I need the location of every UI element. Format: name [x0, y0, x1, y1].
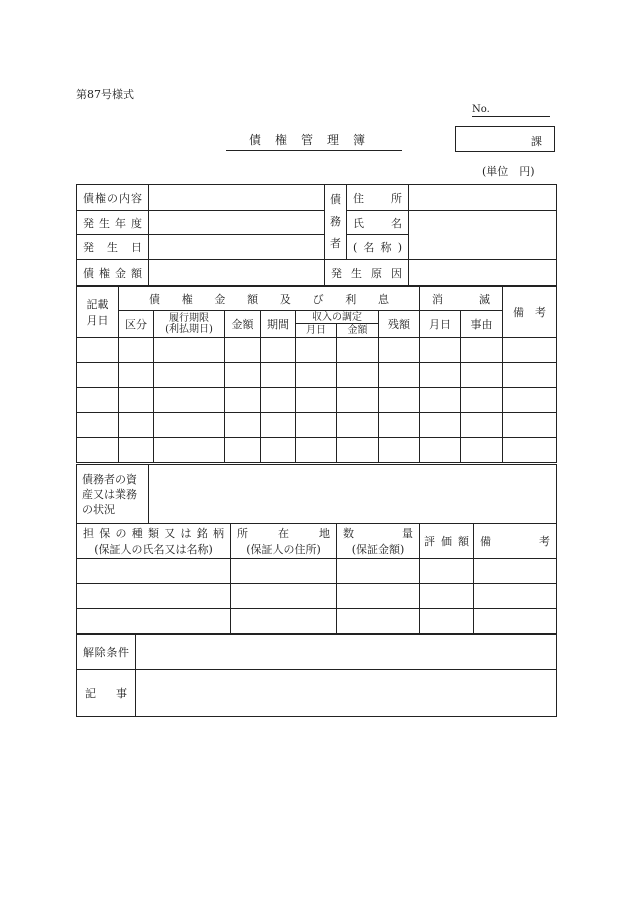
collateral-cell[interactable] — [231, 584, 337, 609]
collateral-cell[interactable] — [420, 609, 474, 634]
ledger-cell[interactable] — [154, 338, 225, 363]
unit-label: (単位 円) — [482, 165, 535, 178]
address-field[interactable] — [409, 185, 557, 211]
ledger-cell[interactable] — [379, 363, 420, 388]
ledger-cell[interactable] — [119, 388, 154, 413]
record-label: 記事 — [85, 687, 127, 700]
collateral-cell[interactable] — [420, 584, 474, 609]
ledger-cell[interactable] — [296, 388, 337, 413]
assets-field[interactable] — [149, 465, 557, 524]
collateral-remarks-header: 備考 — [480, 535, 550, 548]
ledger-row — [77, 388, 557, 413]
cause-field[interactable] — [409, 260, 557, 286]
content-label: 債権の内容 — [83, 191, 142, 205]
ledger-cell[interactable] — [77, 388, 119, 413]
ledger-cell[interactable] — [503, 338, 557, 363]
collateral-cell[interactable] — [77, 609, 231, 634]
collateral-cell[interactable] — [337, 584, 420, 609]
ledger-cell[interactable] — [337, 338, 379, 363]
amount-header: 金額 — [225, 311, 261, 338]
footer-table — [76, 634, 557, 717]
ledger-cell[interactable] — [119, 363, 154, 388]
year-label: 発生年度 — [83, 216, 142, 230]
ledger-cell[interactable] — [503, 363, 557, 388]
assets-table — [76, 464, 557, 524]
extinction-reason-header: 事由 — [461, 311, 503, 338]
record-date-header: 記載 月日 — [77, 287, 119, 338]
ledger-cell[interactable] — [154, 438, 225, 463]
name-sub-label: (名称) — [353, 241, 402, 254]
ledger-cell[interactable] — [225, 363, 261, 388]
extinction-date-header: 月日 — [420, 311, 461, 338]
ledger-table — [76, 286, 557, 463]
ledger-cell[interactable] — [296, 438, 337, 463]
ledger-cell[interactable] — [503, 438, 557, 463]
collection-amount-header: 金額 — [337, 324, 379, 338]
ledger-remarks-header: 備考 — [513, 306, 547, 319]
ledger-cell[interactable] — [420, 413, 461, 438]
ledger-cell[interactable] — [261, 413, 296, 438]
ledger-cell[interactable] — [420, 338, 461, 363]
collateral-type-header: 担保の種類又は銘柄 (保証人の氏名又は名称) — [77, 524, 231, 559]
ledger-cell[interactable] — [461, 388, 503, 413]
collateral-cell[interactable] — [474, 559, 557, 584]
ledger-cell[interactable] — [461, 338, 503, 363]
ledger-cell[interactable] — [119, 338, 154, 363]
cause-label: 発生原因 — [331, 266, 402, 280]
collateral-cell[interactable] — [420, 559, 474, 584]
ledger-cell[interactable] — [379, 413, 420, 438]
ledger-cell[interactable] — [461, 363, 503, 388]
document-number-field[interactable]: No. — [472, 104, 550, 117]
period-header: 期間 — [261, 311, 296, 338]
release-condition-label: 解除条件 — [83, 646, 129, 659]
page-title: 債権管理簿 — [226, 131, 402, 151]
ledger-cell[interactable] — [379, 438, 420, 463]
ledger-cell[interactable] — [225, 338, 261, 363]
collateral-cell[interactable] — [77, 559, 231, 584]
ledger-cell[interactable] — [337, 438, 379, 463]
ledger-cell[interactable] — [337, 363, 379, 388]
collection-header: 収入の調定 — [296, 311, 379, 324]
collateral-table — [76, 523, 557, 634]
collateral-cell[interactable] — [474, 609, 557, 634]
name-field[interactable] — [409, 211, 557, 260]
ledger-cell[interactable] — [77, 438, 119, 463]
amount-label: 債権金額 — [83, 266, 142, 280]
extinction-header: 消滅 — [432, 292, 491, 306]
ledger-cell[interactable] — [77, 338, 119, 363]
ledger-row — [77, 413, 557, 438]
ledger-cell[interactable] — [379, 338, 420, 363]
date-label: 発生日 — [83, 241, 142, 254]
ledger-cell[interactable] — [225, 388, 261, 413]
form-number: 第87号様式 — [76, 88, 134, 101]
ledger-cell[interactable] — [261, 388, 296, 413]
collateral-cell[interactable] — [231, 609, 337, 634]
principal-interest-header: 債権金額及び利息 — [149, 292, 390, 306]
ledger-cell[interactable] — [77, 363, 119, 388]
ledger-cell[interactable] — [461, 438, 503, 463]
ledger-cell[interactable] — [337, 413, 379, 438]
ledger-cell[interactable] — [261, 363, 296, 388]
collateral-cell[interactable] — [231, 559, 337, 584]
content-field[interactable] — [149, 185, 325, 211]
valuation-header: 評価額 — [424, 535, 469, 548]
ledger-cell[interactable] — [119, 413, 154, 438]
collateral-cell[interactable] — [337, 609, 420, 634]
ledger-cell[interactable] — [296, 413, 337, 438]
ledger-cell[interactable] — [296, 338, 337, 363]
ledger-cell[interactable] — [296, 363, 337, 388]
collateral-cell[interactable] — [474, 584, 557, 609]
release-condition-field[interactable] — [136, 635, 557, 670]
ledger-cell[interactable] — [225, 413, 261, 438]
ledger-cell[interactable] — [154, 413, 225, 438]
collateral-cell[interactable] — [77, 584, 231, 609]
ledger-row — [77, 338, 557, 363]
ledger-row — [77, 438, 557, 463]
ledger-cell[interactable] — [461, 413, 503, 438]
ledger-cell[interactable] — [225, 438, 261, 463]
ledger-cell[interactable] — [77, 413, 119, 438]
ledger-cell[interactable] — [154, 363, 225, 388]
ledger-cell[interactable] — [261, 438, 296, 463]
ledger-cell[interactable] — [420, 388, 461, 413]
ledger-cell[interactable] — [379, 388, 420, 413]
ledger-cell[interactable] — [261, 338, 296, 363]
assets-label: 債務者の資 産又は業務 の状況 — [77, 465, 149, 524]
ledger-cell[interactable] — [420, 363, 461, 388]
date-field[interactable] — [149, 235, 325, 260]
ledger-cell[interactable] — [337, 388, 379, 413]
address-label: 住所 — [353, 191, 402, 205]
claim-info-table — [76, 184, 557, 286]
collateral-row — [77, 609, 557, 634]
ledger-cell[interactable] — [420, 438, 461, 463]
collection-date-header: 月日 — [296, 324, 337, 338]
collateral-row — [77, 584, 557, 609]
name-label: 氏名 — [353, 216, 402, 230]
year-field[interactable] — [149, 211, 325, 235]
collateral-row — [77, 559, 557, 584]
section-box[interactable] — [455, 126, 555, 152]
debtor-label: 債 務 者 — [325, 185, 347, 260]
ledger-cell[interactable] — [503, 413, 557, 438]
category-header: 区分 — [119, 311, 154, 338]
collateral-cell[interactable] — [337, 559, 420, 584]
ledger-row — [77, 363, 557, 388]
amount-field[interactable] — [149, 260, 325, 286]
balance-header: 残額 — [379, 311, 420, 338]
due-date-header: 履行期限 (利払期日) — [154, 311, 225, 338]
ledger-cell[interactable] — [119, 438, 154, 463]
ledger-cell[interactable] — [503, 388, 557, 413]
collateral-quantity-header: 数量 (保証金額) — [337, 524, 420, 559]
ledger-cell[interactable] — [154, 388, 225, 413]
collateral-location-header: 所在地 (保証人の住所) — [231, 524, 337, 559]
record-field[interactable] — [136, 670, 557, 717]
section-label: 課 — [531, 135, 542, 148]
